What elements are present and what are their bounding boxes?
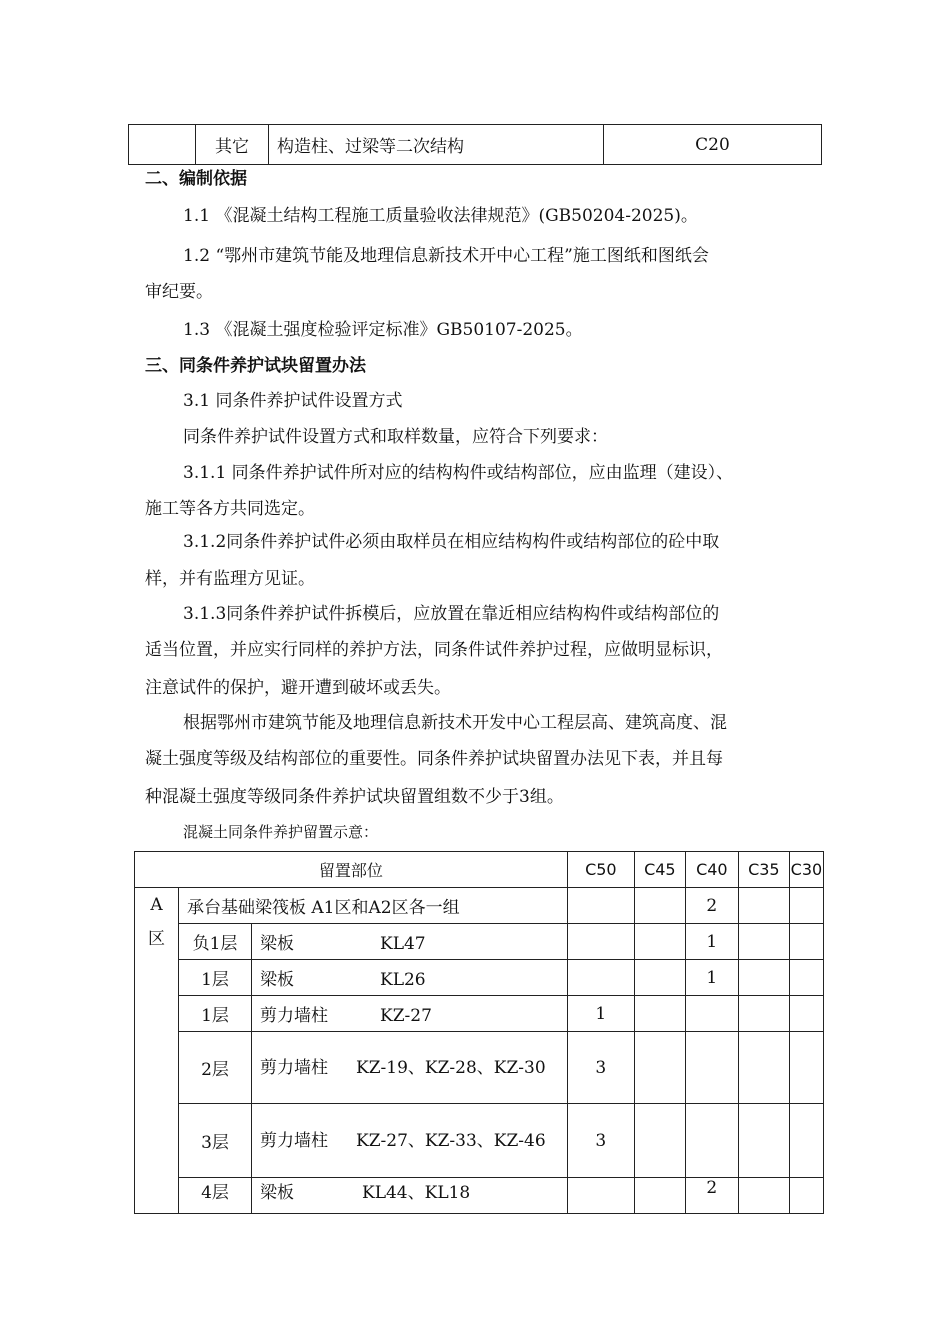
cell-c30: [789, 888, 823, 924]
part-code: KZ-27: [380, 1006, 432, 1026]
cell-c50: 3: [567, 1104, 634, 1178]
part-type: 梁板: [260, 1183, 294, 1203]
part-type: 剪力墙柱: [260, 1130, 328, 1151]
table-header-row: [135, 852, 824, 888]
paragraph: 1.1 《混凝土结构工程施工质量验收法律规范》(GB50204-2025)。: [183, 206, 698, 226]
table-row: [135, 1178, 824, 1214]
cell-c35: [738, 1178, 789, 1214]
paragraph: 1.2 “鄂州市建筑节能及地理信息新技术开中心工程”施工图纸和图纸会: [183, 246, 709, 266]
floor-cell: 4层: [179, 1178, 252, 1214]
cell-c40: 1: [685, 960, 738, 996]
part-cell: [252, 924, 568, 960]
cell-c30: [789, 996, 823, 1032]
cell-c45: [634, 888, 685, 924]
cell-c35: [738, 1104, 789, 1178]
header-c50: C50: [567, 852, 634, 888]
part-code: KL44、KL18: [362, 1183, 471, 1203]
cell-c30: [789, 1178, 823, 1214]
paragraph: 3.1 同条件养护试件设置方式: [183, 391, 403, 411]
cell-c50: 1: [567, 996, 634, 1032]
cell-c45: [634, 960, 685, 996]
part-code: KL47: [380, 934, 426, 954]
table-cell: 构造柱、过梁等二次结构: [269, 125, 604, 165]
paragraph: 样，并有监理方见证。: [145, 569, 315, 589]
table-row: [135, 1104, 824, 1178]
floor-cell: 3层: [179, 1104, 252, 1178]
cell-c35: [738, 1032, 789, 1104]
cell-c50: [567, 960, 634, 996]
cell-c35: [738, 996, 789, 1032]
part-code: KZ-19、KZ-28、KZ-30: [356, 1057, 546, 1078]
base-label: 承台基础梁筏板 A1区和A2区各一组: [179, 888, 568, 924]
cell-c50: [567, 888, 634, 924]
header-c45: C45: [634, 852, 685, 888]
cell-c35: [738, 924, 789, 960]
cell-c50: 3: [567, 1032, 634, 1104]
cell-c30: [789, 960, 823, 996]
cell-c45: [634, 924, 685, 960]
paragraph: 3.1.1 同条件养护试件所对应的结构构件或结构部位，应由监理（建设）、: [183, 463, 734, 483]
cell-c50: [567, 924, 634, 960]
zone-cell: A 区: [135, 888, 179, 1214]
floor-cell: 1层: [179, 960, 252, 996]
cell-c40: [685, 996, 738, 1032]
cell-c40: 2: [685, 888, 738, 924]
floor-cell: 1层: [179, 996, 252, 1032]
cell-c40: 2: [685, 1178, 738, 1214]
table-cell: 其它: [196, 125, 269, 165]
header-c40: C40: [685, 852, 738, 888]
part-cell: [252, 1032, 568, 1104]
table-cell: C20: [604, 125, 822, 165]
table-row: [135, 1032, 824, 1104]
paragraph: 3.1.2同条件养护试件必须由取样员在相应结构构件或结构部位的砼中取: [183, 532, 720, 552]
table-row: [129, 125, 822, 165]
cell-c45: [634, 1032, 685, 1104]
header-position: 留置部位: [135, 852, 568, 888]
cell-c45: [634, 996, 685, 1032]
paragraph: 根据鄂州市建筑节能及地理信息新技术开发中心工程层高、建筑高度、混: [183, 713, 727, 733]
table-row: [135, 888, 824, 924]
part-type: 剪力墙柱: [260, 1006, 328, 1026]
section-heading: 三、同条件养护试块留置办法: [145, 356, 366, 376]
header-c35: C35: [738, 852, 789, 888]
part-type: 梁板: [260, 934, 294, 954]
part-code: KL26: [380, 970, 426, 990]
cell-c35: [738, 960, 789, 996]
section-heading: 二、编制依据: [145, 169, 247, 189]
cell-c50: [567, 1178, 634, 1214]
cell-c40: [685, 1104, 738, 1178]
cell-c45: [634, 1178, 685, 1214]
paragraph: 审纪要。: [145, 282, 213, 302]
cell-c30: [789, 1104, 823, 1178]
paragraph: 施工等各方共同选定。: [145, 499, 315, 519]
part-type: 梁板: [260, 970, 294, 990]
cell-c45: [634, 1104, 685, 1178]
paragraph: 同条件养护试件设置方式和取样数量，应符合下列要求：: [183, 427, 608, 447]
cell-c30: [789, 924, 823, 960]
floor-cell: 负1层: [179, 924, 252, 960]
table-cell: [129, 125, 196, 165]
part-cell: [252, 960, 568, 996]
part-code: KZ-27、KZ-33、KZ-46: [356, 1130, 546, 1151]
cell-c40: [685, 1032, 738, 1104]
paragraph: 适当位置，并应实行同样的养护方法，同条件试件养护过程，应做明显标识，: [145, 640, 723, 660]
paragraph: 1.3 《混凝土强度检验评定标准》GB50107-2025。: [183, 320, 583, 340]
cell-c30: [789, 1032, 823, 1104]
header-c30: C30: [789, 852, 823, 888]
paragraph: 种混凝土强度等级同条件养护试块留置组数不少于3组。: [145, 787, 564, 807]
cell-c40: 1: [685, 924, 738, 960]
part-cell: [252, 996, 568, 1032]
table-row: [135, 960, 824, 996]
paragraph: 凝土强度等级及结构部位的重要性。同条件养护试块留置办法见下表，并且每: [145, 749, 723, 769]
part-cell: [252, 1104, 568, 1178]
floor-cell: 2层: [179, 1032, 252, 1104]
part-type: 剪力墙柱: [260, 1057, 328, 1078]
paragraph: 注意试件的保护，避开遭到破坏或丢失。: [145, 678, 451, 698]
part-cell: [252, 1178, 568, 1214]
cell-c35: [738, 888, 789, 924]
top-table: [128, 124, 822, 165]
table-row: [135, 924, 824, 960]
table-caption: 混凝土同条件养护留置示意：: [183, 823, 379, 841]
curing-table: [134, 851, 824, 1214]
paragraph: 3.1.3同条件养护试件拆模后，应放置在靠近相应结构构件或结构部位的: [183, 604, 720, 624]
table-row: [135, 996, 824, 1032]
